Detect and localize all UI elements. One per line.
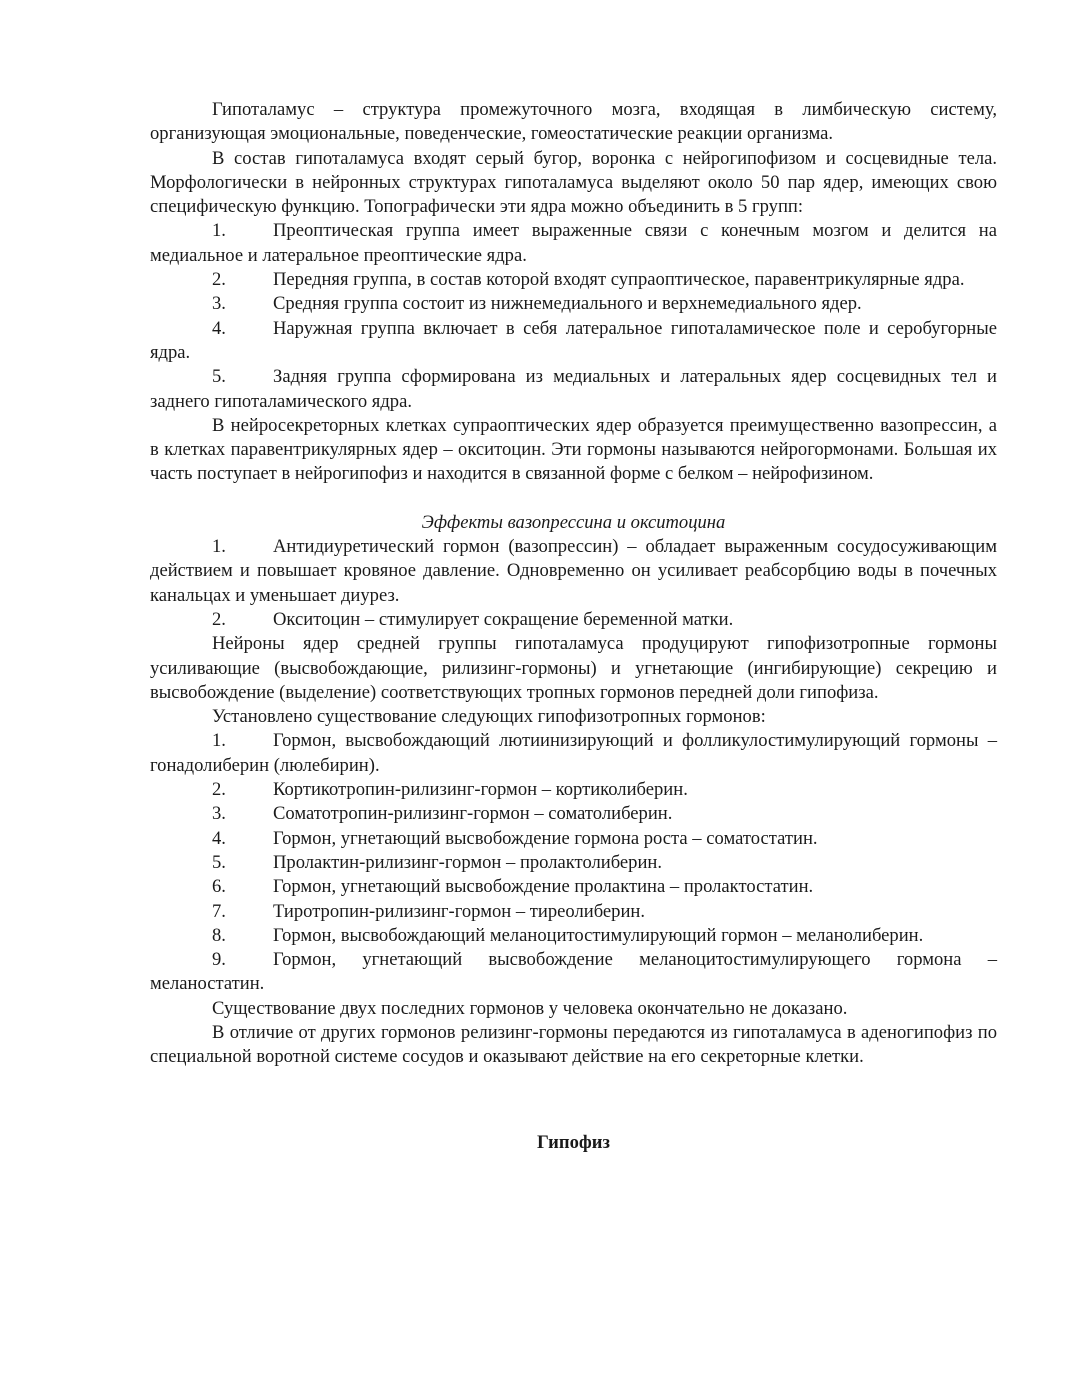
list-number: 1. [212,220,226,242]
hormone-item-1 [150,729,997,778]
list-text: Антидиуретический гормон (вазопрессин) – обладает выраженным сосудосуживающим действием и повышает кровяное давление. Одновременно он усиливает реабсорбцию воды в почечных канальцах и уменьшает диурез. [150,536,997,606]
effect-item-1 [150,535,997,608]
group-item-5 [150,365,997,414]
section-heading: Гипофиз [537,1131,610,1153]
list-text: Гормон, угнетающий высвобождение пролактина – пролактостатин. [273,876,814,898]
closing-paragraph-2: В отличие от других гормонов релизинг-гормоны передаются из гипоталамуса в аденогипофиз по специальной воротной системе сосудов и оказывают действие на его секреторные клетки. [150,1021,997,1068]
list-number: 5. [212,366,226,388]
list-text: Пролактин-рилизинг-гормон – пролактолиберин. [273,851,663,873]
intro-paragraph-1: Гипоталамус – структура промежуточного мозга, входящая в лимбическую систему, организующая эмоциональные, поведенческие, гомеостатические реакции организма. [150,99,997,145]
middle-group-paragraph: Нейроны ядер средней группы гипоталамуса продуцируют гипофизотропные гормоны усиливающие (высвобождающие, рилизинг-гормоны) и угнетающие (ингибирующие) секрецию и высвобождение (выделение) соответствующих тропных гормонов передней доли гипофиза. [150,633,997,703]
list-text: Гормон, высвобождающий лютиинизирующий и фолликулостимулирующий гормоны – гонадолиберин (люлебирин). [150,730,997,776]
list-text: Передняя группа, в состав которой входят супраоптическое, паравентрикулярные ядра. [273,269,965,291]
group-item-4 [150,317,997,366]
list-number: 3. [212,803,226,825]
closing-paragraph-1: Существование двух последних гормонов у человека окончательно не доказано. [212,997,848,1019]
hormones-intro-paragraph: Установлено существование следующих гипофизотропных гормонов: [212,706,766,728]
list-number: 1. [212,536,226,558]
intro-paragraph-2: В состав гипоталамуса входят серый бугор, воронка с нейрогипофизом и сосцевидные тела. Морфологически в нейронных структурах гипоталамуса выделяют около 50 пар ядер, имеющих свою специфическую функцию. Топографически эти ядра можно объединить в 5 групп: [150,147,997,218]
hormone-item-8 [150,924,997,948]
hormone-item-7 [150,900,997,924]
hormone-item-3 [150,802,997,826]
list-number: 2. [212,269,226,291]
hormone-item-6 [150,875,997,899]
list-text: Тиротропин-рилизинг-гормон – тиреолиберин. [273,900,646,922]
list-number: 8. [212,924,226,946]
list-text: Наружная группа включает в себя латеральное гипоталамическое поле и серобугорные ядра. [150,317,997,363]
effects-subtitle: Эффекты вазопрессина и окситоцина [421,511,726,533]
list-text: Гормон, высвобождающий меланоцитостимулирующий гормон – меланолиберин. [273,924,924,946]
list-number: 3. [212,293,226,315]
hormone-item-9 [150,948,997,997]
list-number: 2. [212,779,226,801]
group-item-2 [150,268,997,292]
list-text: Средняя группа состоит из нижнемедиального и верхнемедиального ядер. [273,293,862,315]
list-number: 6. [212,876,226,898]
hormone-item-5 [150,851,997,875]
list-number: 1. [212,730,226,752]
document-page [150,98,997,1155]
group-item-1 [150,219,997,268]
list-text: Окситоцин – стимулирует сокращение беременной матки. [273,608,734,630]
list-text: Гормон, угнетающий высвобождение гормона роста – соматостатин. [273,827,818,849]
list-text: Гормон, угнетающий высвобождение меланоцитостимулирующего гормона – меланостатин. [150,949,997,995]
list-number: 4. [212,827,226,849]
hormone-item-4 [150,827,997,851]
list-number: 5. [212,851,226,873]
list-text: Задняя группа сформирована из медиальных и латеральных ядер сосцевидных тел и заднего гипоталамического ядра. [150,366,997,412]
list-text: Соматотропин-рилизинг-гормон – соматолиберин. [273,803,673,825]
hormone-item-2 [150,778,997,802]
list-number: 2. [212,608,226,630]
effect-item-2 [150,608,997,632]
list-text: Кортикотропин-рилизинг-гормон – кортиколиберин. [273,779,688,801]
list-text: Преоптическая группа имеет выраженные связи с конечным мозгом и делится на медиальное и латеральное преоптические ядра. [150,220,997,266]
neurosecretion-paragraph: В нейросекреторных клетках супраоптических ядер образуется преимущественно вазопрессин, а в клетках паравентрикулярных ядер – окситоцин. Эти гормоны называются нейрогормонами. Большая их часть поступает в нейрогипофиз и находится в связанной форме с белком – нейрофизином. [150,414,997,485]
list-number: 9. [212,949,226,971]
list-number: 4. [212,317,226,339]
group-item-3 [150,292,997,316]
list-number: 7. [212,900,226,922]
